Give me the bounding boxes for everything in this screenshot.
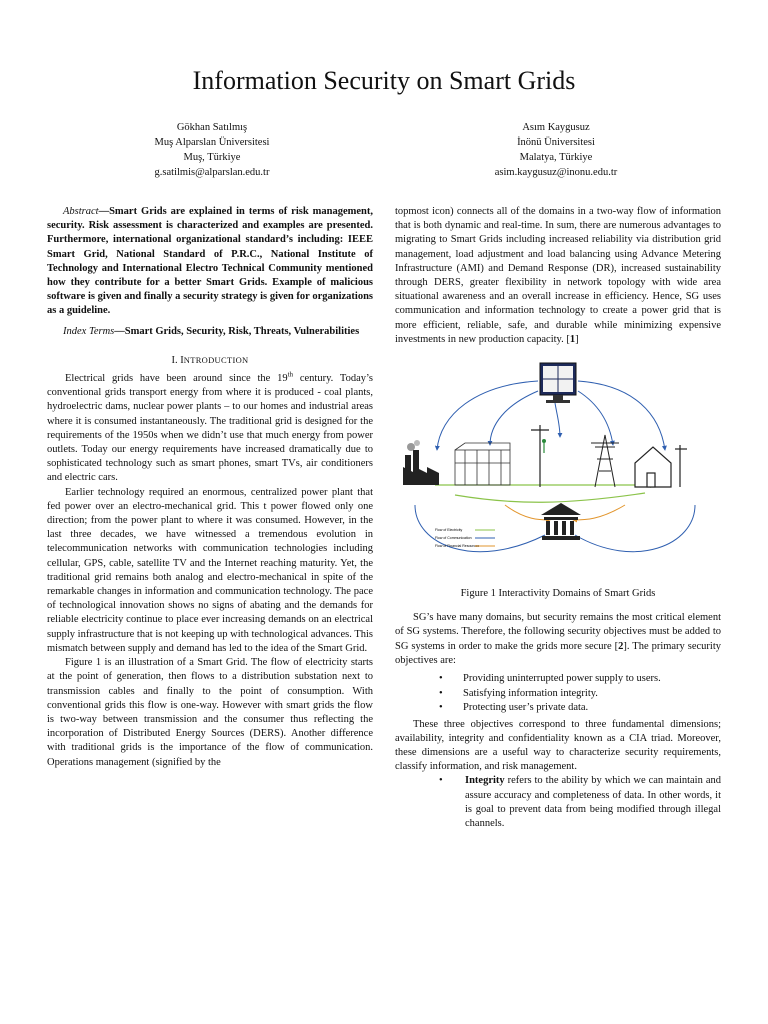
index-terms-label: Index Terms (63, 325, 115, 337)
right-paragraph-1 (395, 205, 721, 347)
security-objectives-list (395, 672, 721, 716)
list-item: • Protecting user’s private data. (395, 701, 721, 716)
intro-p1-end: century. Today’s conventional grids transport energy from where it is produced - coal plants, hydroelectric dams, nuclear power plants – to our homes and industrial areas where it is consumed instantaneously. The traditional grid is designed for the requirements of the 1950s when we didn’t use that much energy from power outlets. Today our energy requirements have increased dramatically due to sophisticated technology such as smart phones, smart TVs, air conditioners and electric cars. (47, 373, 373, 484)
integrity-text: refers to the ability by which we can maintain and assure accuracy and completeness of data. In other words, it is goal to prevent data from being modified through illegal channels. (465, 775, 721, 829)
intro-paragraph-2: Earlier technology required an enormous, centralized power plant that fed power over an electro-mechanical grid. This t power flowed only one direction; from the power plant to where it was consumed. However, in the last three decades, we have witnessed a tremendous evolution in telecommunication networks with communication technologies including cellular, GPS, cable, satellite TV and the Internet reaching maturity. Yet, the traditional grid remains both analog and electro-mechanical in spite of the remarkable changes in information and communication technology. The pace of technological innovation shows no signs of abating and the demands for reliable electricity continue to place ever increasing demands on an electrical supply infrastructure that is not keeping up with technological advances. This mismatch between supply and demand has led to the idea of the Smart Grid. (47, 486, 373, 654)
author-affiliation: İnönü Üniversitesi (517, 137, 595, 148)
author-email: g.satilmis@alparslan.edu.tr (154, 167, 270, 178)
house-icon (635, 445, 687, 487)
index-terms-text: —Smart Grids, Security, Risk, Threats, Vulnerabilities (114, 325, 360, 337)
intro-paragraph-3: Figure 1 is an illustration of a Smart Grid. The flow of electricity starts at the point of generation, then flows to a distribution substation next to transmission cables and finally to the point of consumption. With conventional grids this flow is one-way. However with smart grids the flow is two-way between transmission and the consumer thus reflecting the incorporation of Distributed Energy Sources (DERS). Another difference with traditional grids is the importance of the flow of communication. Operations management (signified by the (47, 657, 373, 768)
legend-financial-label: Flow of Financial Resources (435, 544, 479, 549)
smart-grid-diagram (395, 355, 721, 583)
right-p1-text: topmost icon) connects all of the domains in a two-way flow of information that is both dynamic and real-time. In sum, there are numerous advantages to migrating to Smart Grids including increased reliability via distribution grid management, load adjustment and load balancing using Advance Metering Infrastructure (AMI) and Demand Response (DR), increased sustainability through DERS, greater flexibility in network topology with wide area situational awareness and an overall increase in efficiency. Hence, SG uses communication and information technology to create a power grid that is more efficient, reliable, safe, and durable while minimizing expensive investments in new production capacity. [ (395, 206, 721, 345)
power-plant-icon (403, 440, 439, 485)
integrity-bullet (395, 774, 721, 831)
author-affiliation: Muş Alparslan Üniversitesi (154, 137, 270, 148)
section-heading-introduction (47, 353, 373, 368)
list-item: • Satisfying information integrity. (395, 687, 721, 702)
abstract-label: Abstract (63, 206, 99, 217)
paper-title: Information Security on Smart Grids (192, 66, 576, 95)
intro-p1-superscript: th (287, 370, 294, 379)
index-terms (47, 325, 373, 339)
intro-paragraph-1 (47, 372, 373, 486)
citation-ref-1: 1 (569, 333, 576, 345)
abstract-text: —Smart Grids are explained in terms of risk management, security. Risk assessment is characterized and examples are presented. Furthermore, international organizational standard’s including: IEEE Smart Grid, National Standard of P.R.C., National Institute of Technology and International Electro Technical Community mentioned how they contribute for a better Smart Grids. Example of malicious software is given and finally a security strategy is given for organizations as a guideline. (47, 206, 373, 317)
list-item: • Providing uninterrupted power supply to users. (395, 672, 721, 687)
financial-institution-icon (541, 503, 581, 540)
author-name: Gökhan Satılmış (176, 122, 248, 133)
right-paragraph-3: These three objectives correspond to three fundamental dimensions; availability, integrity and confidentiality known as a CIA triad. Moreover, these dimensions are a useful way to characterize security requirements, classify information, and risk management. (395, 718, 721, 773)
author-location: Malatya, Türkiye (519, 152, 593, 163)
author-block-2 (436, 120, 676, 180)
section-title-rest: NTRODUCTION (183, 354, 249, 365)
integrity-term: Integrity (465, 775, 505, 787)
right-p2-start: SG’s have many domains, but security remains the most critical element of SG systems. Therefore, the following security objectives must be added to SG systems in order to make the grids more secure [ (395, 612, 721, 652)
figure-legend (435, 528, 495, 548)
author-name: Asım Kaygusuz (522, 122, 590, 133)
right-p2-end: ]. The primary security objectives are: (395, 640, 721, 666)
legend-electricity-label: Flow of Electricity (435, 528, 463, 533)
substation-icon (455, 443, 510, 485)
operations-monitor-icon (540, 363, 576, 403)
section-first-letter: I (180, 354, 184, 366)
right-column (395, 205, 721, 831)
transmission-tower-icon (591, 435, 619, 487)
right-paragraph-2 (395, 611, 721, 668)
section-numeral: I. (171, 354, 178, 366)
author-email: asim.kaygusuz@inonu.edu.tr (494, 167, 618, 178)
electricity-flow-lines (435, 485, 655, 502)
left-column (47, 205, 373, 770)
author-block-1 (92, 120, 332, 180)
author-location: Muş, Türkiye (183, 152, 241, 163)
utility-pole-icon (531, 425, 549, 487)
intro-p1-start: Electrical grids have been around since the 19 (65, 373, 288, 385)
legend-communication-label: Flow of Communication (435, 536, 472, 541)
smart-grid-figure (395, 355, 721, 583)
figure-caption: Figure 1 Interactivity Domains of Smart Grids (460, 588, 656, 600)
citation-ref-2: 2 (618, 640, 624, 652)
abstract (47, 205, 373, 319)
right-p1-close: ] (575, 333, 579, 345)
